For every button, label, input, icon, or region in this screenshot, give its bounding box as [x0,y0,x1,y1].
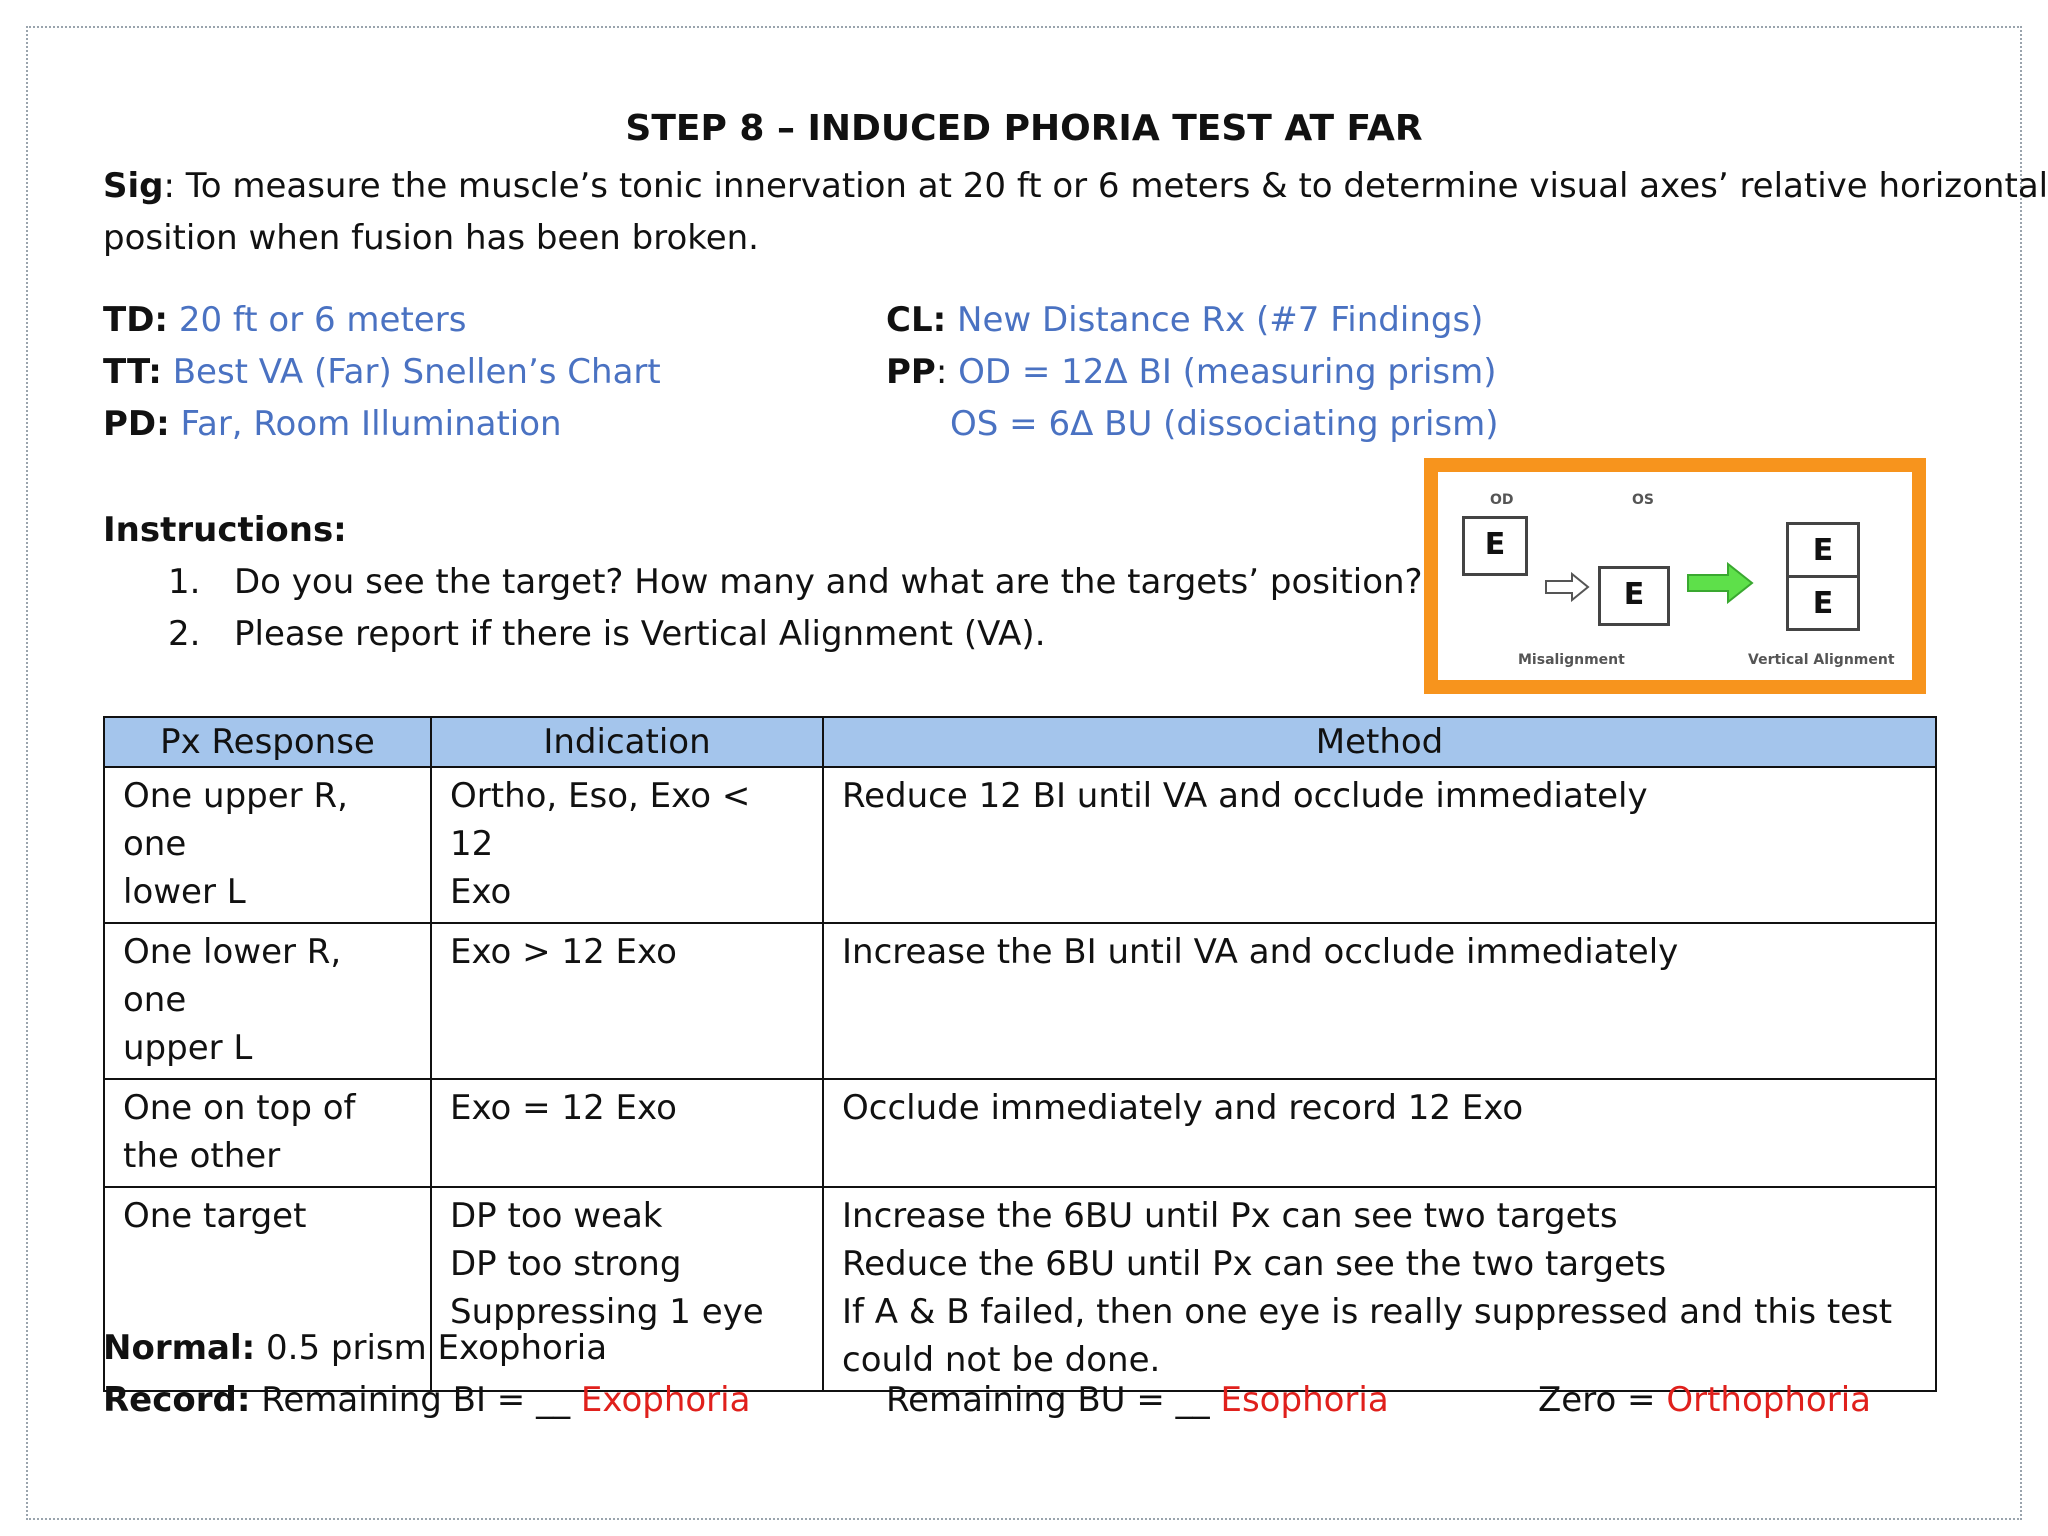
pd-label: PD: [103,404,170,444]
normal-line [103,1322,607,1374]
method-table [103,716,1937,1392]
cell-indication: Exo > 12 Exo [431,923,823,1079]
instructions-heading: Instructions: [103,510,347,550]
record-bu-text: Remaining BU = __ [886,1380,1221,1420]
param-tt [103,346,661,398]
record-bu-result: Esophoria [1220,1380,1389,1420]
cell-method: Increase the BI until VA and occlude immediately [823,923,1936,1079]
table-header-row [104,717,1936,767]
cell-indication: DP too weak DP too strong Suppressing 1 eye [431,1187,823,1391]
header-px-response: Px Response [104,717,431,767]
pp-value-1: OD = 12Δ BI (measuring prism) [947,352,1497,392]
instruction-item-1 [168,556,1423,608]
sig-line-1 [103,160,2048,212]
sig-line-2: position when fusion has been broken. [103,218,759,258]
cell-response: One lower R, one upper L [104,923,431,1079]
pp-colon: : [935,352,948,392]
param-pp [886,346,1497,398]
record-bi-text: Remaining BI = __ [250,1380,581,1420]
normal-value: 0.5 prism Exophoria [255,1328,608,1368]
td-value: 20 ft or 6 meters [168,300,467,340]
header-indication: Indication [431,717,823,767]
instruction-number: 1. [168,562,201,602]
td-label: TD: [103,300,169,340]
small-arrow-icon [1544,572,1592,602]
vertical-alignment-label: Vertical Alignment [1748,652,1895,668]
pd-value: Far, Room Illumination [169,404,562,444]
record-label: Record: [103,1380,251,1420]
cell-method: Reduce 12 BI until VA and occlude immediately [823,767,1936,923]
record-zero-text: Zero = [1538,1380,1667,1420]
os-target-box: E [1598,566,1670,626]
cell-response: One upper R, one lower L [104,767,431,923]
param-td [103,294,466,346]
misalignment-label: Misalignment [1518,652,1625,668]
cell-method: Occlude immediately and record 12 Exo [823,1079,1936,1187]
sig-label: Sig [103,166,164,206]
os-label: OS [1632,492,1654,508]
cell-response: One target [104,1187,431,1391]
param-pd [103,398,562,450]
cell-indication: Ortho, Eso, Exo < 12 Exo [431,767,823,923]
tt-label: TT: [103,352,162,392]
aligned-bottom-box: E [1786,575,1860,631]
instruction-text: Please report if there is Vertical Alignment (VA). [234,614,1046,654]
green-arrow-icon [1686,562,1756,604]
prism-diagram [1424,458,1926,694]
cell-method: Increase the 6BU until Px can see two targets Reduce the 6BU until Px can see the two targets If A & B failed, then one eye is really suppressed and this test could not be done. [823,1187,1936,1391]
pp-label: PP [886,352,936,392]
instruction-number: 2. [168,614,201,654]
cell-response: One on top of the other [104,1079,431,1187]
cl-value: New Distance Rx (#7 Findings) [946,300,1484,340]
instruction-text: Do you see the target? How many and what are the targets’ position? [234,562,1423,602]
header-method: Method [823,717,1936,767]
record-zero [1538,1374,1871,1426]
instruction-item-2 [168,608,1046,660]
normal-label: Normal: [103,1328,256,1368]
record-bi [103,1374,750,1426]
cl-label: CL: [886,300,947,340]
aligned-top-box: E [1786,522,1860,578]
sig-text-1: : To measure the muscle’s tonic innervation at 20 ft or 6 meters & to determine visual axes’ relative horizontal [163,166,2048,206]
table-row [104,923,1936,1079]
od-target-box: E [1462,516,1528,576]
param-cl [886,294,1483,346]
page-title: STEP 8 – INDUCED PHORIA TEST AT FAR [625,108,1423,149]
tt-value: Best VA (Far) Snellen’s Chart [161,352,661,392]
table-row [104,1079,1936,1187]
record-zero-result: Orthophoria [1666,1380,1871,1420]
od-label: OD [1490,492,1514,508]
table-row [104,767,1936,923]
record-bi-result: Exophoria [580,1380,751,1420]
record-bu [886,1374,1389,1426]
pp-value-2: OS = 6Δ BU (dissociating prism) [950,404,1499,444]
cell-indication: Exo = 12 Exo [431,1079,823,1187]
